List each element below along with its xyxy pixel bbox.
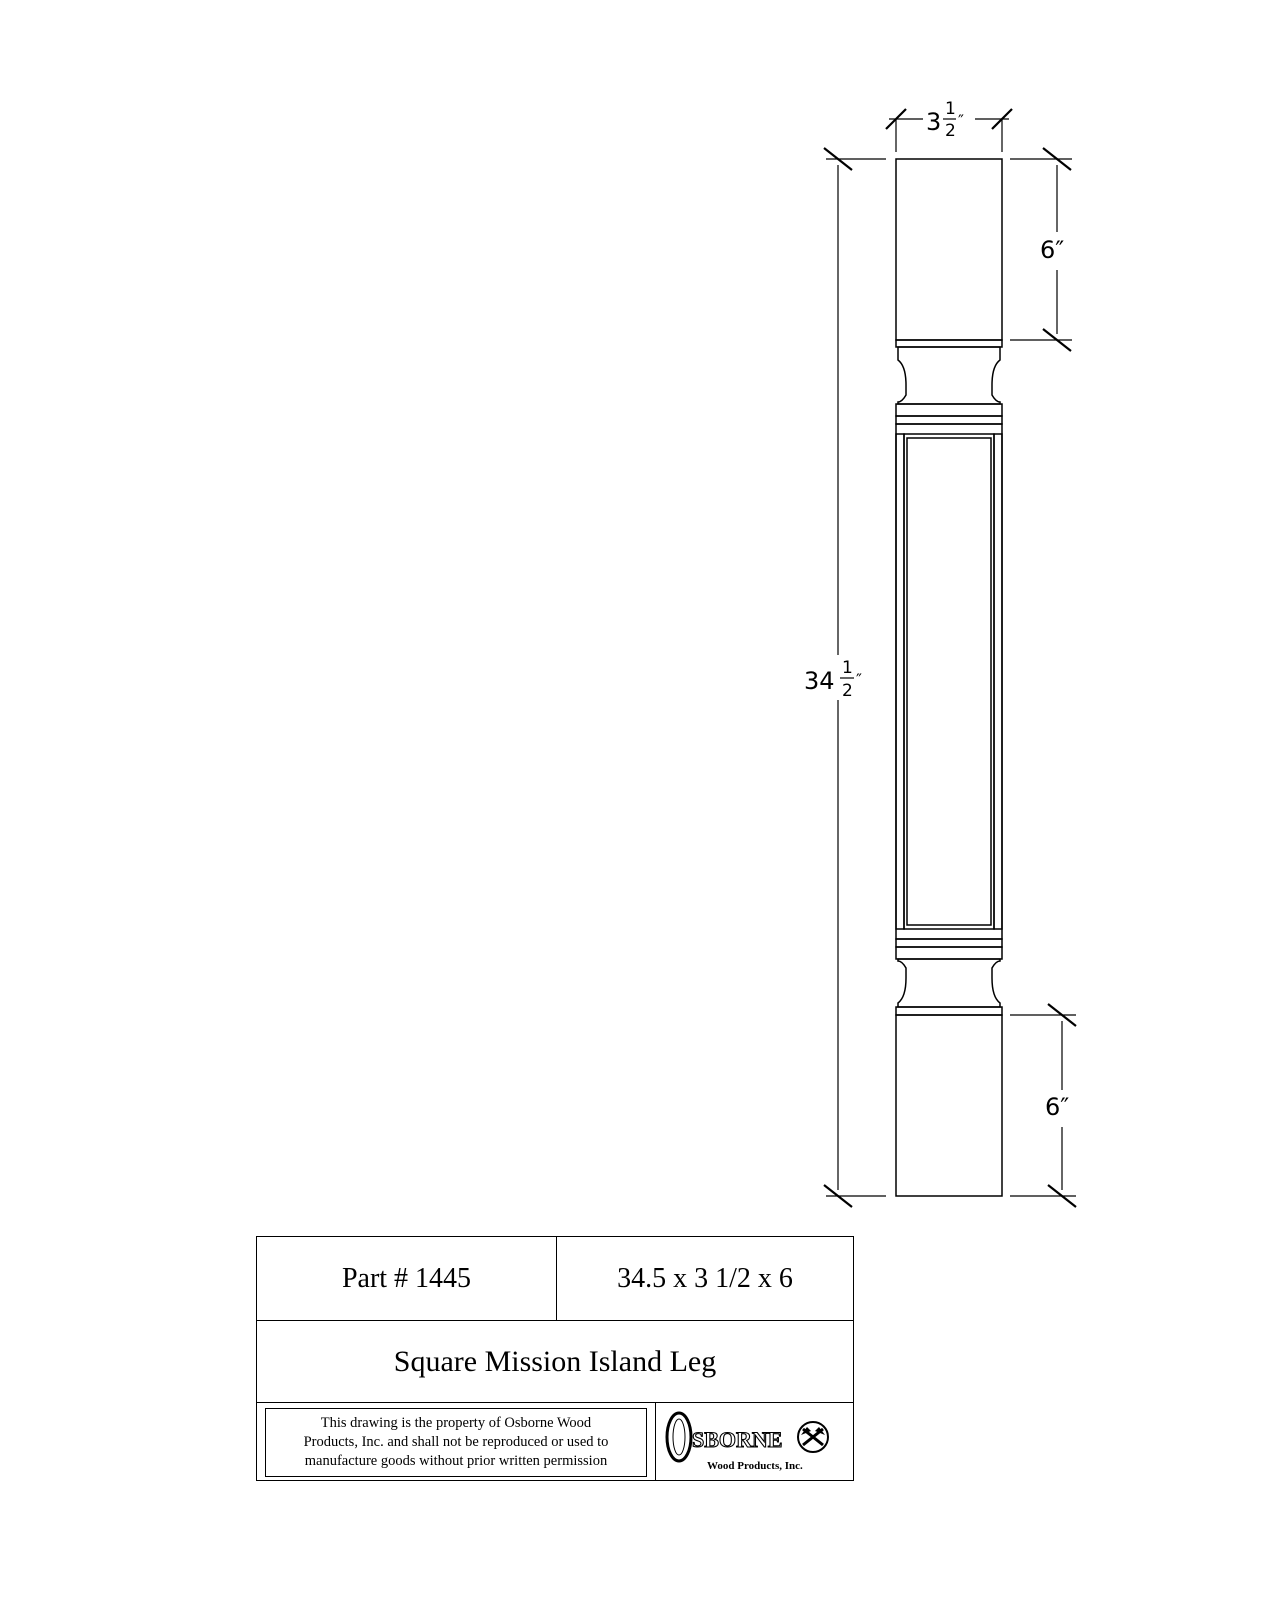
table-leg-outline [896, 159, 1002, 1196]
dimension-lines [824, 109, 1076, 1207]
svg-text:Wood Products, Inc.: Wood Products, Inc. [707, 1460, 803, 1472]
notice-line-1: This drawing is the property of Osborne Wood [320, 1415, 592, 1431]
part-size: 34.5 x 3 1/2 x 6 [617, 1262, 793, 1294]
notice-line-3: manufacture goods without prior written permission [304, 1453, 608, 1469]
top-collar [896, 340, 1002, 347]
part-number: Part # 1445 [257, 1237, 557, 1320]
height-dimension-label [804, 658, 862, 701]
bottom-bead [898, 959, 1000, 1007]
top-block [896, 159, 1002, 340]
bottom-block-dimension-label: 6″ [1045, 1093, 1070, 1121]
svg-text:34: 34 [804, 667, 835, 695]
copyright-notice [265, 1408, 647, 1477]
notice-divider [655, 1403, 656, 1480]
svg-text:2: 2 [842, 681, 853, 701]
panel-groove-right [994, 434, 1002, 929]
svg-text:″: ″ [856, 670, 862, 689]
svg-text:SBORNE: SBORNE [692, 1427, 783, 1452]
top-ring [896, 404, 1002, 416]
panel-inner-2 [907, 438, 991, 925]
svg-text:2: 2 [945, 121, 956, 141]
width-dimension-label [926, 99, 964, 141]
bottom-collar [896, 1007, 1002, 1015]
osborne-logo [661, 1407, 851, 1477]
bottom-ring [896, 947, 1002, 959]
bottom-ring-2 [896, 939, 1002, 947]
svg-text:1: 1 [945, 99, 956, 119]
panel-outer [896, 424, 1002, 939]
title-block [256, 1236, 854, 1481]
top-block-dimension-label: 6″ [1040, 236, 1065, 264]
panel-groove-left [896, 434, 904, 929]
title-block-row-1 [257, 1237, 853, 1321]
svg-text:″: ″ [958, 111, 964, 130]
svg-text:1: 1 [842, 658, 853, 678]
panel-inner [904, 434, 994, 929]
title-block-row-3 [257, 1403, 853, 1480]
notice-line-2: Products, Inc. and shall not be reproduced or used to [303, 1434, 609, 1450]
bottom-block [896, 1015, 1002, 1196]
part-name: Square Mission Island Leg [257, 1321, 853, 1403]
top-ring-2 [896, 416, 1002, 424]
svg-text:3: 3 [926, 108, 942, 136]
top-bead [898, 347, 1000, 404]
